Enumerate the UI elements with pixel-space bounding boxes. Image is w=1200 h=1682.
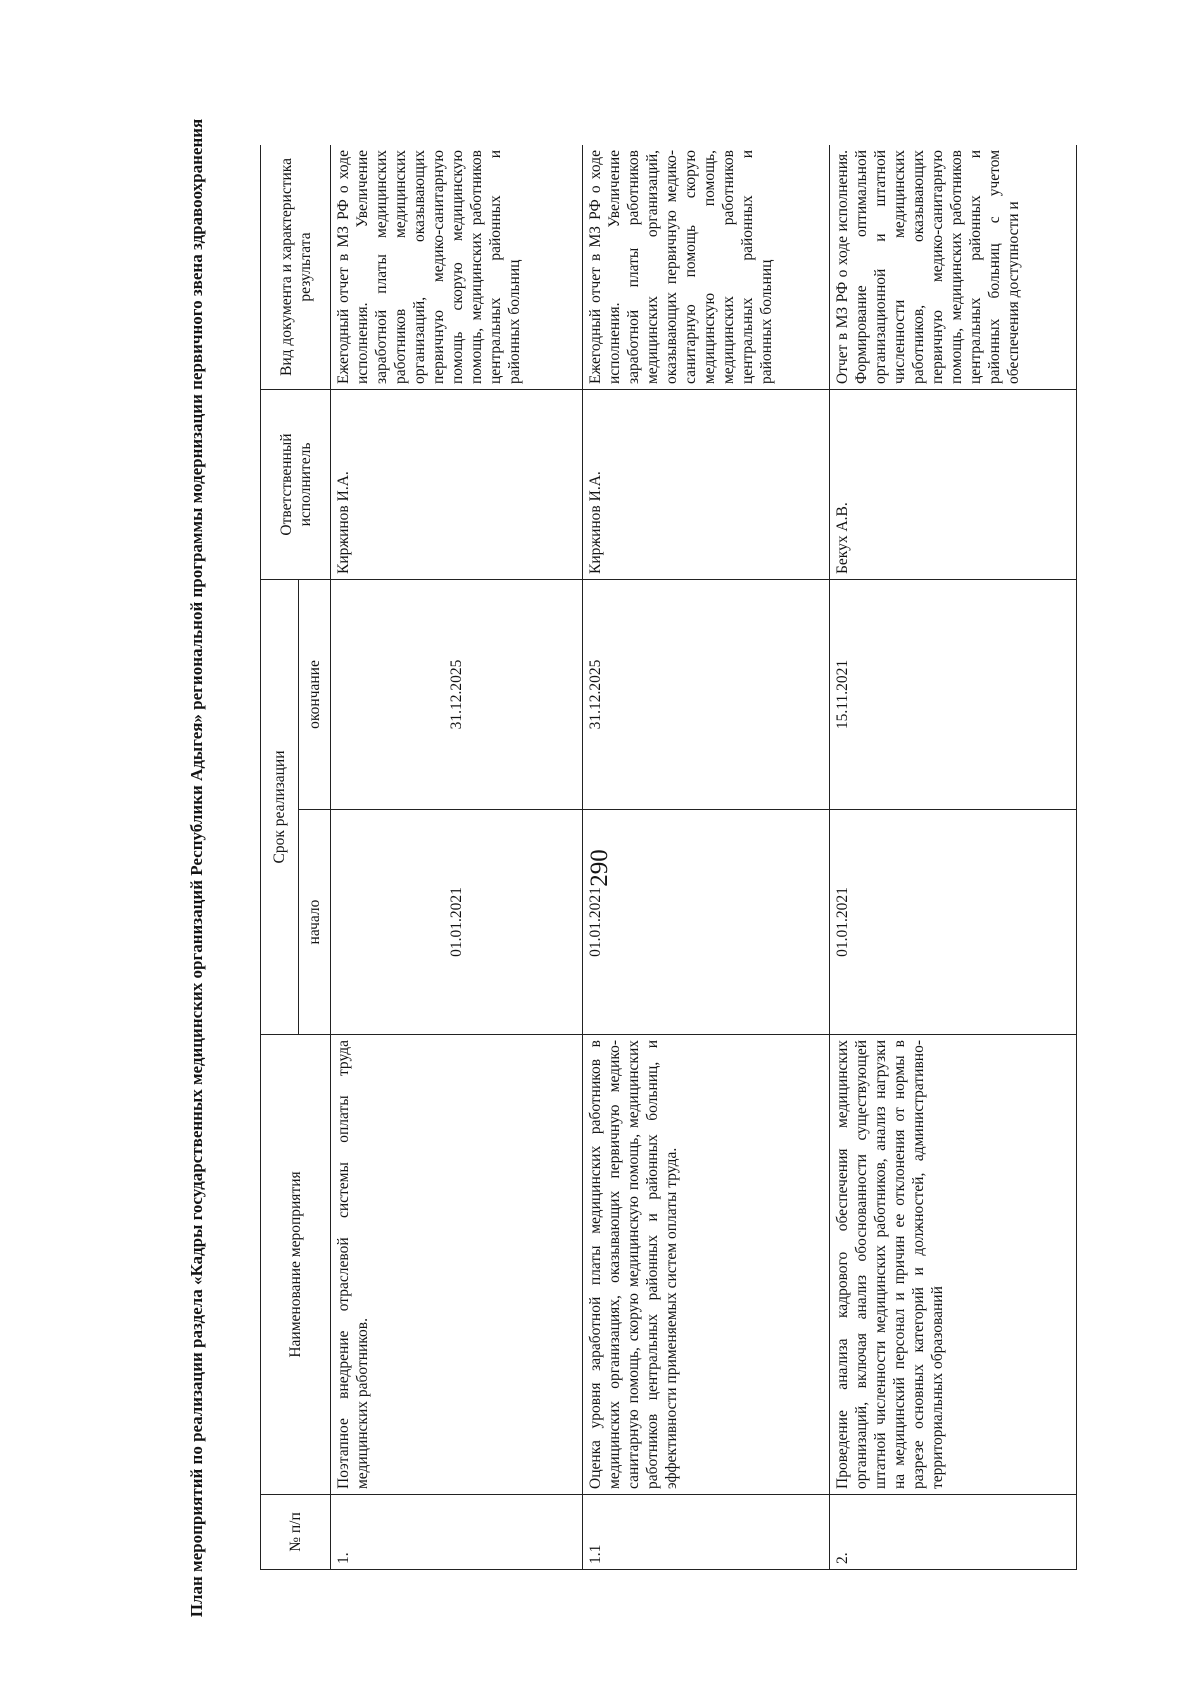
table-row <box>331 145 583 1570</box>
header-name: Наименование мероприятия <box>261 1035 331 1495</box>
table-area <box>260 145 1090 1570</box>
cell-start: 01.01.2021 <box>583 810 830 1035</box>
cell-end: 31.12.2025 <box>331 580 583 810</box>
header-num: № п/п <box>261 1495 331 1570</box>
cell-responsible: Бекух А.В. <box>830 390 1077 580</box>
cell-num: 1.1 <box>583 1495 830 1570</box>
table-header-row <box>261 145 299 1570</box>
cell-result: Ежегодный отчет в МЗ РФ о ходе исполнения. Увеличение заработной платы медицинских работников медицинских организаций, оказывающих первичную медико-санитарную помощь скорую медицинскую помощь, медицинских работников центральных районных и районных больниц <box>331 145 583 390</box>
cell-responsible: Киржинов И.А. <box>331 390 583 580</box>
cell-responsible: Киржинов И.А. <box>583 390 830 580</box>
header-responsible: Ответственный исполнитель <box>261 390 331 580</box>
cell-num: 2. <box>830 1495 1077 1570</box>
page-number: 290 <box>586 849 613 887</box>
header-start: начало <box>299 810 331 1035</box>
cell-start: 01.01.2021 <box>331 810 583 1035</box>
rotated-table-wrapper <box>260 145 1090 1570</box>
cell-name: Поэтапное внедрение отраслевой системы оплаты труда медицинских работников. <box>331 1035 583 1495</box>
header-result: Вид документа и характеристика результата <box>261 145 331 390</box>
cell-end: 15.11.2021 <box>830 580 1077 810</box>
header-period: Срок реализации <box>261 580 299 1035</box>
cell-end: 31.12.2025 <box>583 580 830 810</box>
cell-name: Оценка уровня заработной платы медицинских работников в медицинских организациях, оказывающих первичную медико-санитарную помощь, скорую медицинскую помощь, медицинских работников центральных районных и районных больниц, и эффективности применяемых систем оплаты труда. <box>583 1035 830 1495</box>
cell-name: Проведение анализа кадрового обеспечения медицинских организаций, включая анализ обоснованности существующей штатной численности медицинских работников, анализ нагрузки на медицинский персонал и причин ее отклонения от нормы в разрезе основных категорий и должностей, административно-территориальных образований <box>830 1035 1077 1495</box>
table-row <box>583 145 830 1570</box>
table-row <box>830 145 1077 1570</box>
plan-table <box>260 145 1077 1570</box>
cell-start: 01.01.2021 <box>830 810 1077 1035</box>
cell-num: 1. <box>331 1495 583 1570</box>
document-title: План мероприятий по реализации раздела «Кадры государственных медицинских организаций Республики Адыгея» региональной программы модернизации первичного звена здравоохранения <box>187 118 206 1618</box>
header-end: окончание <box>299 580 331 810</box>
cell-result: Ежегодный отчет в МЗ РФ о ходе исполнения. Увеличение заработной платы работников медицинских организаций, оказывающих первичную медико-санитарную помощь скорую медицинскую помощь, медицинских работников центральных районных и районных больниц <box>583 145 830 390</box>
cell-result: Отчет в МЗ РФ о ходе исполнения. Формирование оптимальной организационной и штатной численности медицинских работников, оказывающих первичную медико-санитарную помощь, медицинских работников центральных районных и районных больниц с учетом обеспечения доступности и <box>830 145 1077 390</box>
